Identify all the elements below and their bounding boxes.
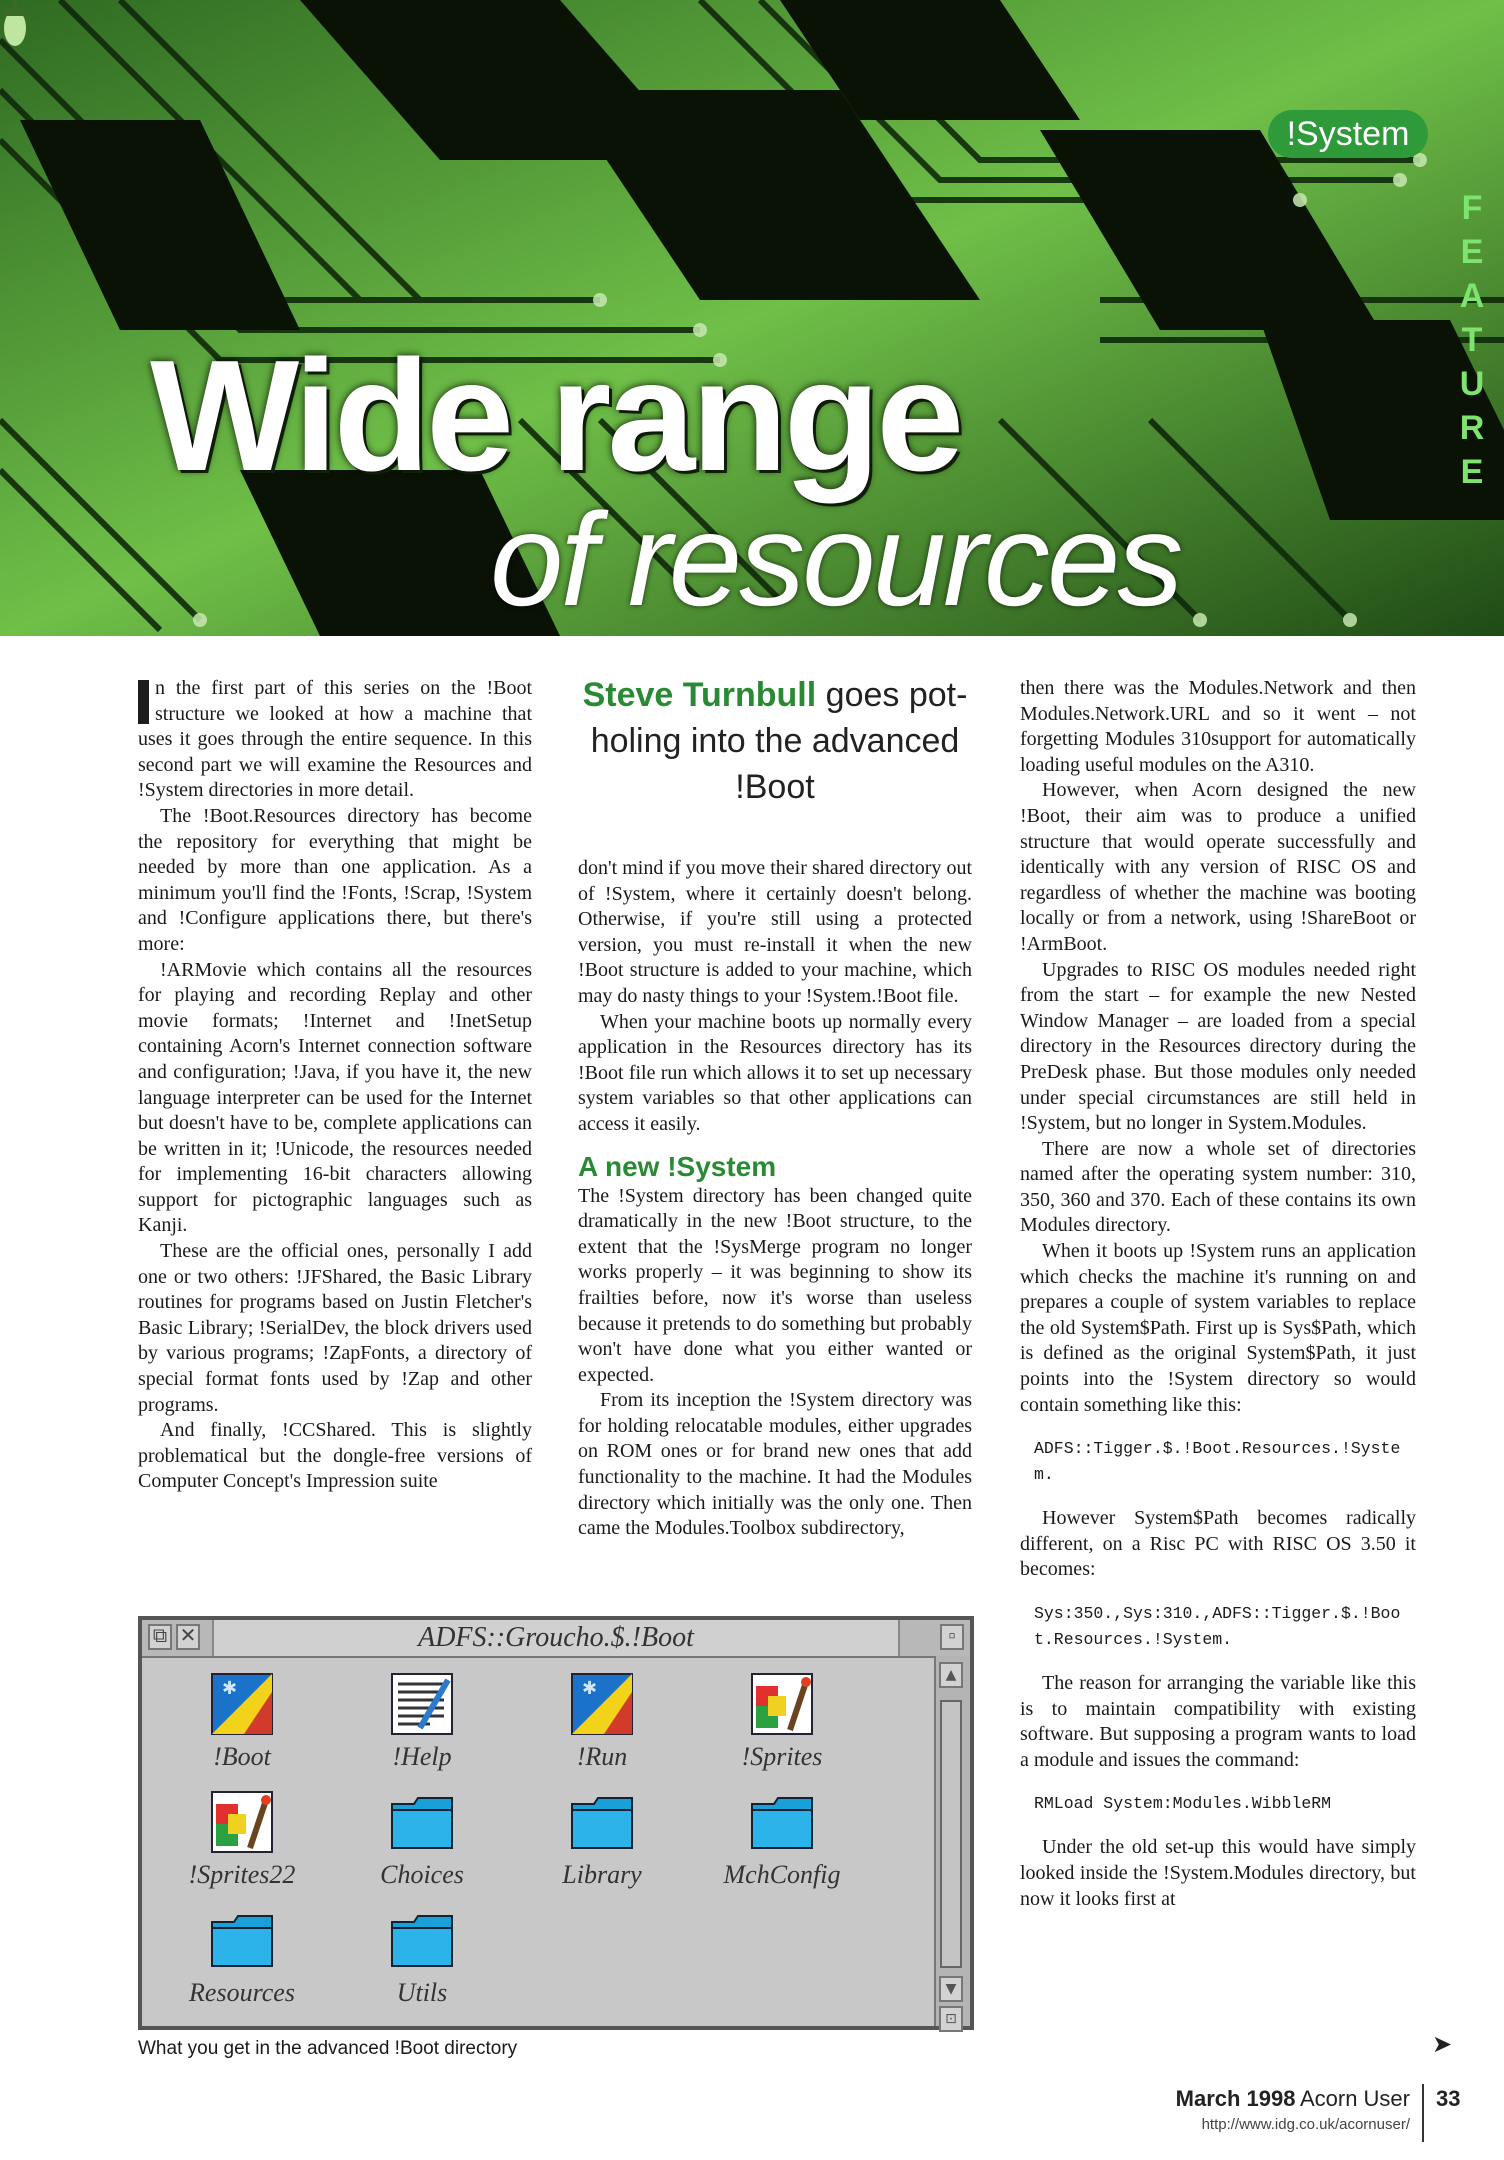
code-listing: ADFS::Tigger.$.!Boot.Resources.!System. — [1034, 1439, 1401, 1485]
feature-letter: R — [1459, 409, 1485, 447]
folder-icon — [570, 1790, 634, 1854]
window-titlebar[interactable] — [142, 1620, 970, 1658]
standfirst-text: goes pot-holing into the advanced !Boot — [590, 676, 968, 806]
sprites-app-icon — [750, 1672, 814, 1736]
subheading: A new !System — [578, 1150, 777, 1182]
body-paragraph: don't mind if you move their shared directory out of !System, where it certainly doesn't belong. Otherwise, if you're still using a protected version, you must re-install it when the new !Boot structure is added to your machine, which may do nasty things to your !System.!Boot file. — [578, 857, 972, 1007]
body-paragraph: !ARMovie which contains all the resources for playing and recording Replay and other movie formats; !Internet and !InetSetup containing Acorn's Internet connection software and configuration; !Java, if you have it, the new language interpreter can be used for the Internet but doesn't have to be, complete applications can be written in it; !Unicode, the resources needed for implementing 16-bit characters allowing support for pictographic languages such as Kanji. — [138, 958, 532, 1237]
file-icon-item[interactable] — [522, 1790, 682, 1890]
body-paragraph: When your machine boots up normally every application in the Resources directory has its !Boot file run which allows it to set up necessary system variables so that other applications can access it easily. — [578, 1010, 972, 1135]
toggle-size-icon[interactable]: ▫ — [940, 1624, 964, 1650]
folder-icon — [750, 1790, 814, 1854]
file-icon-item[interactable] — [342, 1790, 502, 1890]
section-badge: !System — [1268, 110, 1428, 158]
figure-caption: What you get in the advanced !Boot directory — [138, 2038, 518, 2059]
feature-letter: F — [1461, 189, 1483, 227]
file-label: !Help — [392, 1742, 452, 1771]
folder-icon — [390, 1790, 454, 1854]
body-paragraph: n the first part of this series on the !Boot structure we looked at how a machine that uses it goes through the entire sequence. In this second part we will examine the Resources and !System directories in more detail. — [138, 677, 532, 802]
file-label: MchConfig — [723, 1860, 841, 1889]
page-number: 33 — [1422, 2084, 1460, 2142]
body-paragraph: From its inception the !System directory was for holding relocatable modules, either upgrades on ROM ones or for brand new ones that add functionality to the machine. It had the Modules directory which initially was the only one. Then came the Modules.Toolbox subdirectory, — [578, 1389, 972, 1540]
body-paragraph: Upgrades to RISC OS modules needed right from the start – for example the new Nested Window Manager – are loaded from a special directory in the Resources directory during the PreDesk phase. But those modules only needed under special circumstances are still held in !System, but no longer in System.Modules. — [1020, 958, 1416, 1135]
body-paragraph: The !Boot.Resources directory has become the repository for everything that might be needed by more than one application. As a minimum you'll find the !Fonts, !Scrap, !System and !Configure applications there, but there's more: — [138, 804, 532, 955]
feature-letter: E — [1460, 233, 1484, 271]
file-label: !Run — [576, 1742, 628, 1771]
sprites22-app-icon — [210, 1790, 274, 1854]
svg-text:✱: ✱ — [222, 1678, 238, 1699]
column-1 — [138, 676, 532, 1495]
folder-icon — [390, 1908, 454, 1972]
feature-letter: E — [1460, 453, 1484, 491]
issue-date: March 1998 — [1175, 2086, 1296, 2111]
body-paragraph: When it boots up !System runs an application which checks the machine it's running on and prepares a couple of system variables to replace the old System$Path. First up is Sys$Path, which is defined as the original System$Path, it just points into the !System directory so would contain something like this: — [1020, 1240, 1416, 1416]
body-paragraph: And finally, !CCShared. This is slightly problematical but the dongle-free versions of Computer Concept's Impression suite — [138, 1419, 532, 1493]
file-icon-item[interactable] — [522, 1672, 682, 1772]
file-icon-item[interactable] — [162, 1790, 322, 1890]
headline-line1: Wide range — [150, 328, 961, 504]
file-label: !Sprites — [741, 1742, 823, 1771]
vertical-scrollbar[interactable] — [934, 1656, 970, 2026]
body-paragraph: However, when Acorn designed the new !Boot, their aim was to produce a unified structure that would operate successfully and identically with any version of RISC OS and regardless of whether the machine was booting locally or from a network, using !ShareBoot or !ArmBoot. — [1020, 779, 1416, 955]
scroll-thumb[interactable] — [940, 1700, 962, 1968]
scroll-up-icon[interactable]: ▲ — [939, 1662, 963, 1688]
feature-letter: A — [1459, 277, 1485, 315]
feature-letter: T — [1461, 321, 1483, 359]
column-3 — [1020, 676, 1416, 1912]
code-listing: Sys:350.,Sys:310.,ADFS::Tigger.$.!Boot.Resources.!System. — [1034, 1604, 1401, 1649]
file-label: Resources — [189, 1978, 295, 2007]
file-icon-item[interactable] — [342, 1908, 502, 2008]
file-label: !Sprites22 — [188, 1860, 296, 1889]
feature-letter: U — [1459, 365, 1485, 403]
body-paragraph: However System$Path becomes radically different, on a Risc PC with RISC OS 3.50 it becomes: — [1020, 1507, 1416, 1581]
column-2 — [578, 856, 972, 1542]
back-icon[interactable]: ⧉ — [148, 1624, 172, 1650]
body-paragraph: These are the official ones, personally I add one or two others: !JFShared, the Basic Library routines for programs based on Justin Fletcher's Basic Library; !SerialDev, the block drivers used by various programs; !ZapFonts, a directory of special format fonts used by !Zap and other programs. — [138, 1240, 532, 1416]
file-icon-item[interactable] — [162, 1672, 322, 1772]
magazine-name: Acorn User — [1299, 2086, 1410, 2111]
standfirst — [565, 672, 985, 810]
file-label: Choices — [380, 1860, 464, 1889]
code-listing: RMLoad System:Modules.WibbleRM — [1034, 1794, 1332, 1814]
body-paragraph: The !System directory has been changed quite dramatically in the new !Boot structure, to the extent that the !SysMerge program no longer works properly – it was beginning to show its frailties before, now it's worse than useless because it pretends to do something but probably won't have done what you either wanted or expected. — [578, 1184, 972, 1386]
continue-arrow-icon: ➤ — [1432, 2030, 1453, 2058]
headline-line2: of resources — [490, 486, 1181, 633]
drop-cap — [138, 680, 149, 724]
help-app-icon — [390, 1672, 454, 1736]
author-name: Steve Turnbull — [582, 676, 817, 714]
acorn-logo-icon — [0, 0, 30, 48]
file-icon-item[interactable] — [342, 1672, 502, 1772]
file-label: !Boot — [213, 1742, 271, 1771]
filer-window — [138, 1616, 974, 2030]
folder-icon — [210, 1908, 274, 1972]
body-paragraph: then there was the Modules.Network and then Modules.Network.URL and so it went – not forgetting Modules 310support for automatically loading useful modules on the A310. — [1020, 677, 1416, 776]
run-app-icon — [570, 1672, 634, 1736]
header-banner — [0, 0, 1504, 636]
file-icon-item[interactable] — [702, 1790, 862, 1890]
body-paragraph: Under the old set-up this would have simply looked inside the !System.Modules directory, but now it looks first at — [1020, 1836, 1416, 1910]
page-footer — [1050, 2086, 1410, 2133]
resize-icon[interactable]: ⊡ — [939, 2006, 963, 2032]
window-title: ADFS::Groucho.$.!Boot — [212, 1620, 900, 1656]
file-icon-item[interactable] — [162, 1908, 322, 2008]
body-paragraph: The reason for arranging the variable like this is to maintain compatibility with existing software. But supposing a program wants to load a module and issues the command: — [1020, 1672, 1416, 1771]
file-label: Utils — [396, 1978, 448, 2007]
file-icon-item[interactable] — [702, 1672, 862, 1772]
body-paragraph: There are now a whole set of directories named after the operating system number: 310, 350, 360 and 370. Each of these contains its own Modules directory. — [1020, 1137, 1416, 1237]
file-label: Library — [562, 1860, 642, 1889]
magazine-url[interactable]: http://www.idg.co.uk/acornuser/ — [1201, 2116, 1410, 2133]
boot-app-icon — [210, 1672, 274, 1736]
svg-text:✱: ✱ — [582, 1678, 598, 1699]
scroll-down-icon[interactable]: ▼ — [939, 1976, 963, 2002]
close-icon[interactable]: ✕ — [176, 1624, 200, 1650]
feature-label — [1452, 186, 1492, 494]
